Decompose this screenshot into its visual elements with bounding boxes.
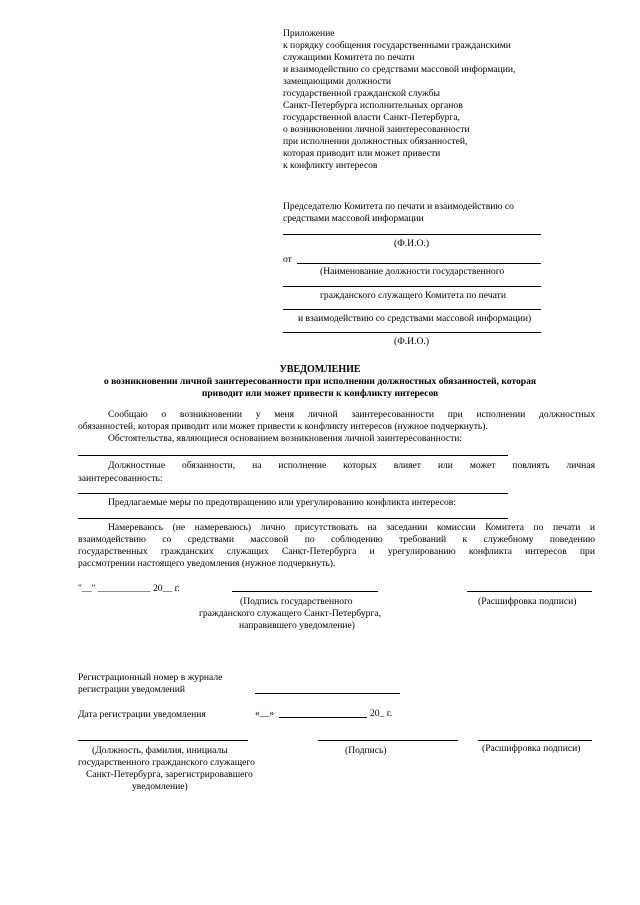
- decode-caption: (Расшифровка подписи): [478, 596, 577, 607]
- fio-line: [283, 234, 541, 235]
- signature-caption: направившего уведомление): [239, 620, 355, 631]
- position-caption: (Наименование должности государственного: [320, 266, 505, 277]
- registrar-sign-line: [318, 740, 458, 741]
- addressee-line: средствами массовой информации: [283, 213, 424, 224]
- registration-label: регистрации уведомлений: [78, 684, 185, 695]
- document-title: УВЕДОМЛЕНИЕ: [279, 364, 361, 375]
- document-subtitle: приводит или может привести к конфликту интересов: [201, 388, 439, 399]
- registrar-caption: государственного гражданского служащего: [78, 757, 255, 768]
- fio-line: [283, 332, 541, 333]
- registrar-caption: (Должность, фамилия, инициалы: [92, 745, 228, 756]
- fill-line: [78, 455, 508, 456]
- from-label: от: [283, 254, 292, 265]
- signature-caption: гражданского служащего Санкт-Петербурга,: [199, 608, 381, 619]
- registrar-sign-caption: (Подпись): [345, 745, 387, 756]
- signature-caption: (Подпись государственного: [240, 596, 353, 607]
- document-subtitle: о возникновении личной заинтересованности при исполнении должностных обязанностей, которая: [103, 376, 537, 387]
- paragraph-text: Обстоятельства, являющиеся основанием возникновения личной заинтересованности:: [108, 433, 463, 444]
- paragraph-text: Сообщаю о возникновении у меня личной заинтересованности при исполнении должностных: [108, 409, 595, 420]
- position-caption: и взаимодействию со средствами массовой информации): [298, 313, 532, 324]
- paragraph-text: рассмотрении настоящего уведомления (нужное подчеркнуть).: [78, 558, 336, 569]
- paragraph-text: заинтересованность:: [78, 473, 163, 484]
- registration-date-year: 20_ г.: [370, 708, 393, 719]
- appendix-line: государственной гражданской службы: [283, 88, 440, 99]
- registration-label: Регистрационный номер в журнале: [78, 672, 223, 683]
- appendix-line: о возникновении личной заинтересованности: [283, 124, 470, 135]
- paragraph-text: Намереваюсь (не намереваюсь) лично присутствовать на заседании комиссии Комитета по печати и: [108, 522, 595, 533]
- registration-date-line: [279, 717, 367, 718]
- paragraph-text: взаимодействию со средствами массовой по соблюдению требований к служебному поведению: [78, 534, 595, 545]
- position-line: [283, 286, 541, 287]
- registration-date-day: «__»: [255, 708, 275, 719]
- position-line: [283, 309, 541, 310]
- signature-line: [232, 591, 378, 592]
- appendix-line: к конфликту интересов: [283, 160, 378, 171]
- paragraph-text: обязанностей, которая приводит или может привести к конфликту интересов (нужное подчеркнуть).: [78, 421, 488, 432]
- fio-caption: (Ф.И.О.): [394, 238, 430, 249]
- appendix-line: которая приводит или может привести: [283, 148, 441, 159]
- registration-number-line: [255, 693, 400, 694]
- paragraph-text: Предлагаемые меры по предотвращению или урегулированию конфликта интересов:: [108, 497, 456, 508]
- appendix-line: Приложение: [283, 28, 335, 39]
- registrar-position-line: [78, 740, 248, 741]
- decode-line: [467, 591, 592, 592]
- appendix-line: к порядку сообщения государственными гражданскими: [283, 40, 511, 51]
- appendix-line: служащими Комитета по печати: [283, 52, 415, 63]
- registrar-decode-line: [478, 740, 592, 741]
- paragraph-text: Должностные обязанности, на исполнение которых влияет или может повлиять личная: [108, 460, 595, 471]
- fio-caption: (Ф.И.О.): [394, 336, 430, 347]
- registrar-caption: уведомление): [132, 781, 188, 792]
- appendix-line: замещающими должности: [283, 76, 392, 87]
- from-line: [297, 263, 541, 264]
- registrar-decode-caption: (Расшифровка подписи): [482, 743, 581, 754]
- position-caption: гражданского служащего Комитета по печати: [320, 290, 506, 301]
- fill-line: [78, 493, 508, 494]
- appendix-line: и взаимодействию со средствами массовой информации,: [283, 64, 516, 75]
- fill-line: [78, 518, 508, 519]
- appendix-line: при исполнении должностных обязанностей,: [283, 136, 468, 147]
- paragraph-text: государственных гражданских служащих Санкт-Петербурга и урегулированию конфликта интересов при: [78, 546, 595, 557]
- appendix-line: государственной власти Санкт-Петербурга,: [283, 112, 461, 123]
- registrar-caption: Санкт-Петербурга, зарегистрировавшего: [86, 769, 253, 780]
- appendix-line: Санкт-Петербурга исполнительных органов: [283, 100, 463, 111]
- addressee-line: Председателю Комитета по печати и взаимодействию со: [283, 201, 514, 212]
- registration-date-label: Дата регистрации уведомления: [78, 709, 206, 720]
- signature-date: "__" ___________ 20__ г.: [78, 583, 180, 594]
